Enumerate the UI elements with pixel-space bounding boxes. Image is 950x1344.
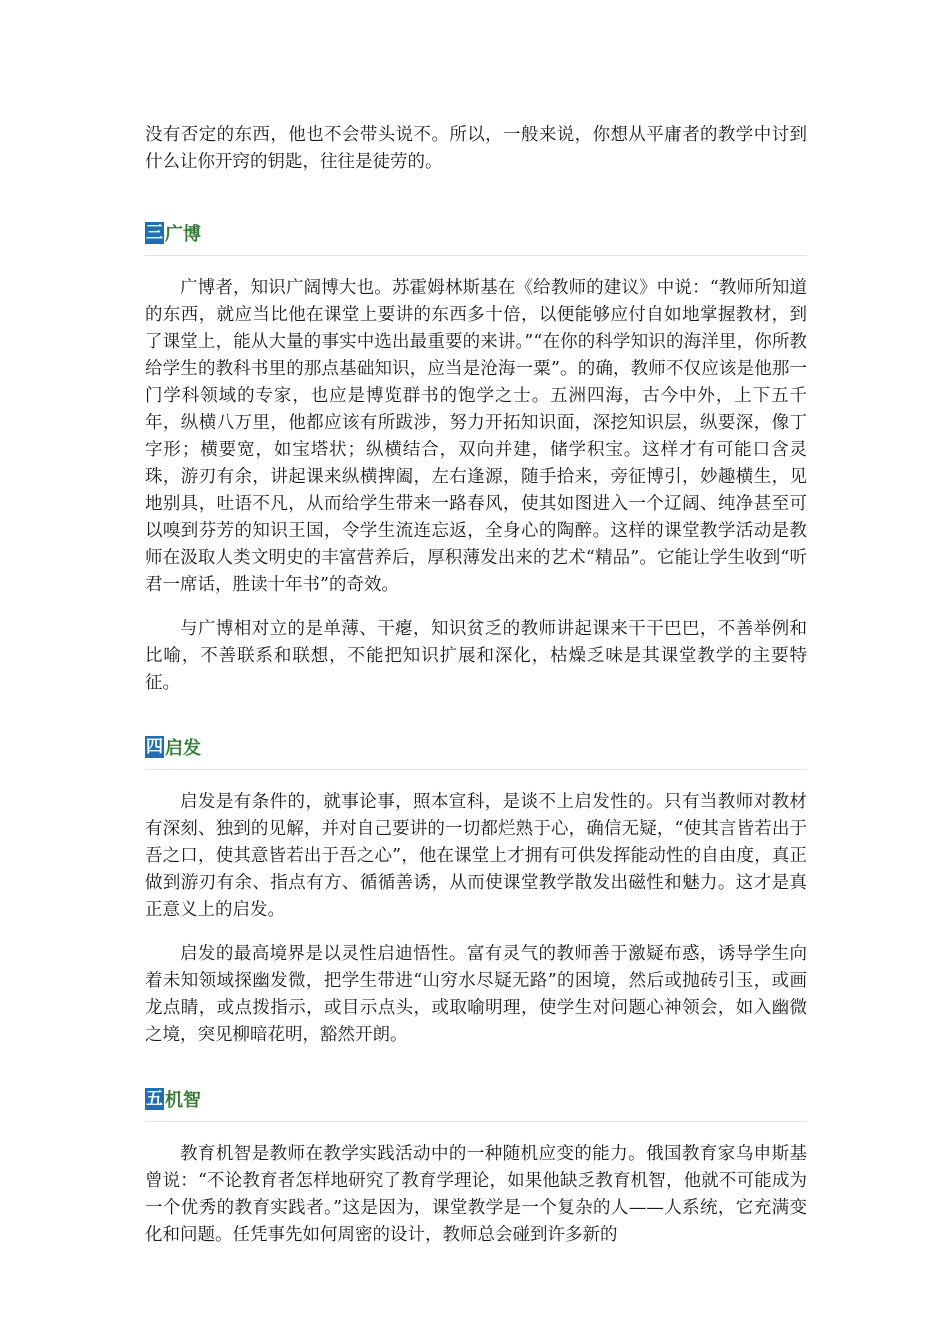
section-jizhi [145,1085,807,1249]
section-number-badge: 三 [146,223,163,243]
section-divider [145,1121,807,1122]
body-paragraph: 教育机智是教师在教学实践活动中的一种随机应变的能力。俄国教育家乌申斯基曾说：“不论教育者怎样地研究了教育学理论，如果他缺乏教育机智，他就不可能成为一个优秀的教育实践者。”这是因为，课堂教学是一个复杂的人——人系统，它充满变化和问题。任凭事先如何周密的设计，教师总会碰到许多新的 [145,1144,807,1245]
section-title: 启发 [165,738,201,759]
section-number-badge: 四 [146,737,163,757]
section-qifa [145,733,807,1049]
section-heading [145,733,807,761]
section-heading [145,1085,807,1113]
body-paragraph: 启发的最高境界是以灵性启迪悟性。富有灵气的教师善于激疑布惑，诱导学生向着未知领域探幽发微，把学生带进“山穷水尽疑无路”的困境，然后或抛砖引玉，或画龙点睛，或点拨指示，或目示点头，或取喻明理，使学生对问题心神领会，如入幽微之境，突见柳暗花明，豁然开朗。 [145,944,807,1045]
intro-paragraph: 没有否定的东西，他也不会带头说不。所以，一般来说，你想从平庸者的教学中讨到什么让你开窍的钥匙，往往是徒劳的。 [145,125,807,172]
body-paragraph: 启发是有条件的，就事论事，照本宣科，是谈不上启发性的。只有当教师对教材有深刻、独到的见解，并对自己要讲的一切都烂熟于心，确信无疑，“使其言皆若出于吾之口，使其意皆若出于吾之心”，他在课堂上才拥有可供发挥能动性的自由度，真正做到游刃有余、指点有方、循循善诱，从而使课堂教学散发出磁性和魅力。这才是真正意义上的启发。 [145,792,807,920]
section-heading [145,219,807,247]
document-page [145,122,807,1249]
section-divider [145,255,807,256]
section-divider [145,769,807,770]
section-title: 机智 [165,1090,201,1111]
body-paragraph: 广博者，知识广阔博大也。苏霍姆林斯基在《给教师的建议》中说：“教师所知道的东西，就应当比他在课堂上要讲的东西多十倍，以便能够应付自如地掌握教材，到了课堂上，能从大量的事实中选出最重要的来讲。”“在你的科学知识的海洋里，你所教给学生的教科书里的那点基础知识，应当是沧海一粟”。的确，教师不仅应该是他那一门学科领域的专家，也应是博览群书的饱学之士。五洲四海，古今中外，上下五千年，纵横八万里，他都应该有所跋涉，努力开拓知识面，深挖知识层，纵要深，像丁字形；横要宽，如宝塔状；纵横结合，双向并建，储学积宝。这样才有可能口含灵珠，游刃有余，讲起课来纵横捭阖，左右逢源，随手拾来，旁征博引，妙趣横生，见地别具，吐语不凡，从而给学生带来一路春风，使其如图进入一个辽阔、纯净甚至可以嗅到芬芳的知识王国，令学生流连忘返，全身心的陶醉。这样的课堂教学活动是教师在汲取人类文明史的丰富营养后，厚积薄发出来的艺术“精品”。它能让学生收到“听君一席话，胜读十年书”的奇效。 [145,278,807,595]
section-guangbo [145,219,807,697]
body-paragraph: 与广博相对立的是单薄、干瘪，知识贫乏的教师讲起课来干干巴巴，不善举例和比喻，不善联系和联想，不能把知识扩展和深化，枯燥乏味是其课堂教学的主要特征。 [145,619,807,693]
section-number-badge: 五 [146,1089,163,1109]
section-title: 广博 [165,224,201,245]
